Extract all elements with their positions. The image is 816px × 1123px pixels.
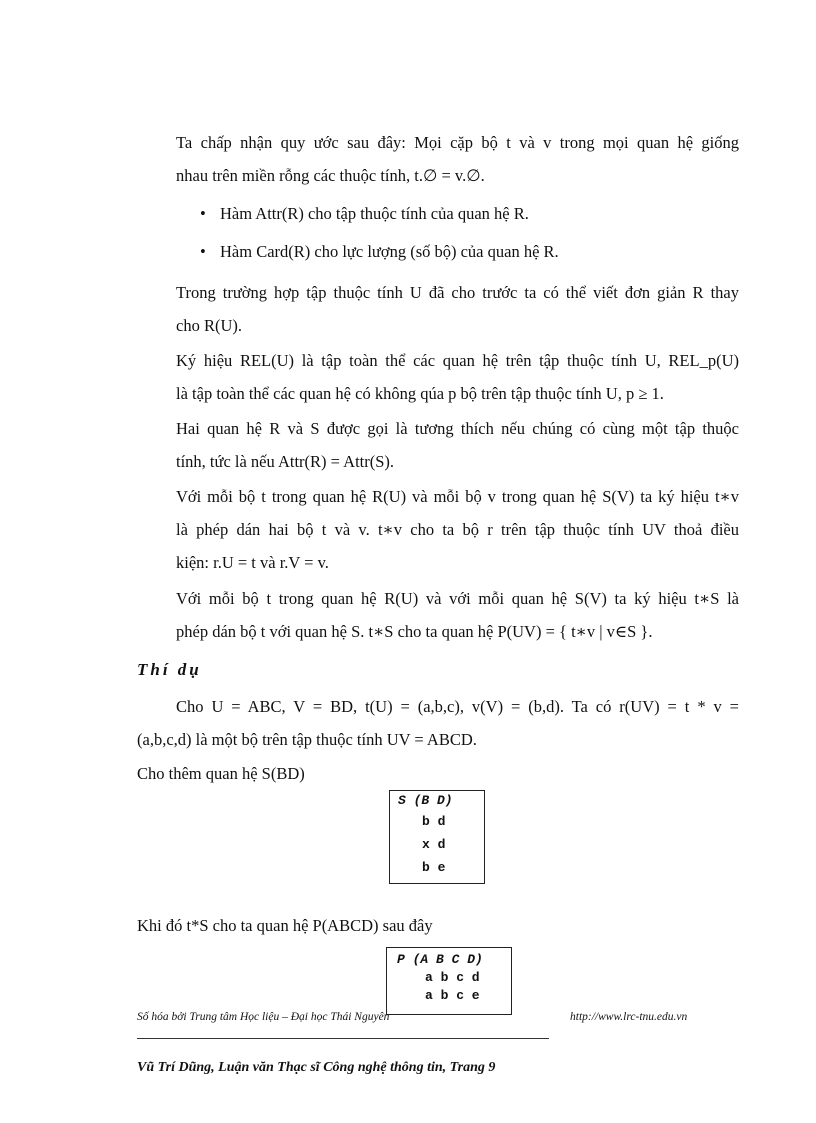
paragraph-rel-notation bbox=[176, 344, 739, 410]
paragraph-line: Khi đó t*S cho ta quan hệ P(ABCD) sau đây bbox=[137, 916, 433, 935]
paragraph-line: Với mỗi bộ t trong quan hệ R(U) và với mỗi quan hệ S(V) ta ký hiệu t∗S là bbox=[176, 589, 739, 608]
paragraph-attribute-set bbox=[176, 276, 739, 342]
paragraph-line: tính, tức là nếu Attr(R) = Attr(S). bbox=[176, 452, 395, 471]
relation-table-s bbox=[389, 790, 485, 884]
paragraph-line: Hai quan hệ R và S được gọi là tương thích nếu chúng có cùng một tập thuộc bbox=[176, 419, 739, 438]
digitization-credit: Số hóa bởi Trung tâm Học liệu – Đại học Thái Nguyên bbox=[137, 1011, 390, 1023]
thesis-signature: Vũ Trí Dũng, Luận văn Thạc sĩ Công nghệ thông tin, Trang 9 bbox=[137, 1060, 496, 1075]
bullet-item-card bbox=[200, 242, 559, 262]
relation-table-p bbox=[386, 947, 512, 1015]
example-result-intro bbox=[137, 914, 739, 938]
table-row: a b c d bbox=[425, 970, 480, 985]
paragraph-line: nhau trên miền rỗng các thuộc tính, t.∅ = v.∅. bbox=[176, 166, 485, 185]
paragraph-line: cho R(U). bbox=[176, 316, 242, 335]
paragraph-line: là tập toàn thể các quan hệ có không qúa p bộ trên tập thuộc tính U, p ≥ 1. bbox=[176, 384, 664, 403]
example-paragraph bbox=[176, 690, 739, 723]
bullet-text: Hàm Card(R) cho lực lượng (số bộ) của quan hệ R. bbox=[220, 242, 559, 261]
paragraph-line: phép dán bộ t với quan hệ S. t∗S cho ta quan hệ P(UV) = { t∗v | v∈S }. bbox=[176, 622, 653, 641]
footer-url[interactable]: http://www.lrc-tnu.edu.vn bbox=[570, 1011, 688, 1023]
paragraph-line: kiện: r.U = t và r.V = v. bbox=[176, 553, 329, 572]
bullet-text: Hàm Attr(R) cho tập thuộc tính của quan hệ R. bbox=[220, 204, 529, 223]
paragraph-line: Trong trường hợp tập thuộc tính U đã cho trước ta có thể viết đơn giản R thay bbox=[176, 283, 739, 302]
paragraph-line: Cho U = ABC, V = BD, t(U) = (a,b,c), v(V) = (b,d). Ta có r(UV) = t * v = bbox=[176, 697, 739, 716]
example-paragraph-continued bbox=[137, 723, 739, 756]
paragraph-line: (a,b,c,d) là một bộ trên tập thuộc tính UV = ABCD. bbox=[137, 730, 477, 749]
table-row: x d bbox=[422, 837, 446, 852]
paragraph-line: Cho thêm quan hệ S(BD) bbox=[137, 764, 305, 783]
paragraph-line: Ký hiệu REL(U) là tập toàn thể các quan hệ trên tập thuộc tính U, REL_p(U) bbox=[176, 351, 739, 370]
paragraph-line: Ta chấp nhận quy ước sau đây: Mọi cặp bộ t và v trong mọi quan hệ giống bbox=[176, 133, 739, 152]
footer-divider bbox=[137, 1038, 549, 1039]
table-row: b e bbox=[422, 860, 446, 875]
table-row: a b c e bbox=[425, 988, 480, 1003]
example-heading: Thí dụ bbox=[137, 660, 202, 679]
paragraph-compatible-relations bbox=[176, 412, 739, 478]
table-header: P (A B C D) bbox=[397, 952, 483, 967]
paragraph-empty-domain-convention bbox=[176, 126, 739, 192]
paragraph-line: Với mỗi bộ t trong quan hệ R(U) và mỗi bộ v trong quan hệ S(V) ta ký hiệu t∗v bbox=[176, 487, 739, 506]
paragraph-tuple-join bbox=[176, 480, 739, 579]
paragraph-tuple-relation-join bbox=[176, 582, 739, 648]
example-add-relation bbox=[137, 762, 739, 786]
table-header: S (B D) bbox=[398, 793, 453, 808]
bullet-icon: • bbox=[200, 242, 206, 261]
bullet-icon: • bbox=[200, 204, 206, 223]
bullet-item-attr bbox=[200, 204, 529, 224]
table-row: b d bbox=[422, 814, 446, 829]
paragraph-line: là phép dán hai bộ t và v. t∗v cho ta bộ r trên tập thuộc tính UV thoả điều bbox=[176, 520, 739, 539]
